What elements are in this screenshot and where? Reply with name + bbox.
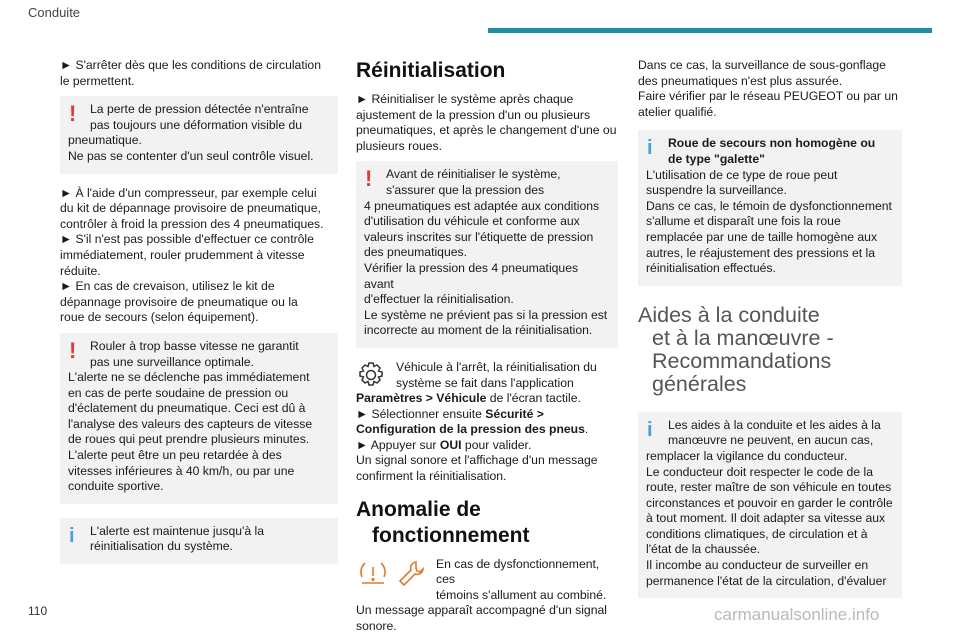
info-icon: i bbox=[69, 524, 75, 547]
paragraph-surveillance: Dans ce cas, la surveillance de sous-gonflage des pneumatiques n'est plus assurée. Faire vérifier par le réseau PEUGEOT ou par un atelier qualifié. bbox=[638, 58, 898, 119]
page-number: 110 bbox=[28, 604, 48, 618]
paragraph-compressor: ► À l'aide d'un compresseur, par exemple celui du kit de dépannage provisoire de pneumatique, contrôler à froid la pression des 4 pneumatiques. ► S'il n'est pas possible d'effectuer ce contrôle immédiatement, rouler prudemment à vitesse réduite. ► En cas de crevaison, utilisez le kit de dépannage provisoire de pneumatique ou la roue de secours (selon équipement). bbox=[60, 185, 324, 325]
warning-icon: ! bbox=[69, 337, 77, 363]
paragraph-malfunction: En cas de dysfonctionnement, ces témoins s'allument au combiné. Un message apparaît accompagné d'un signal sonore. bbox=[356, 556, 607, 634]
column-3 bbox=[638, 58, 902, 610]
column-1 bbox=[60, 58, 338, 576]
column-2 bbox=[356, 58, 618, 642]
heading-aides-conduite: Aides à la conduite et à la manœuvre - Recommandations générales bbox=[638, 302, 834, 396]
settings-gear-icon bbox=[356, 360, 386, 395]
header-accent-bar bbox=[488, 28, 932, 33]
info-icon: i bbox=[647, 137, 653, 160]
info-box-alert-maintained: i L'alerte est maintenue jusqu'à la réinitialisation du système. bbox=[60, 518, 338, 564]
warning-box-low-speed: ! Rouler à trop basse vitesse ne garantit pas une surveillance optimale. L'alerte ne se déclenche pas immédiatement en cas de perte soudaine de pression ou d'éclatement du pneumatique. Ceci est dû à l'analyse des valeurs des capteurs de vitesse de roues qui peut prendre plusieurs minutes. L'alerte peut être un peu retardée à des vitesses inférieures à 40 km/h, ou par une conduite sportive. bbox=[60, 333, 338, 504]
warning-box-pressure-loss: ! La perte de pression détectée n'entraîne pas toujours une déformation visible du pneumatique. Ne pas se contenter d'un seul contrôle visuel. bbox=[60, 96, 338, 173]
heading-anomalie: Anomalie de fonctionnement bbox=[356, 497, 530, 547]
info-box-spare-wheel: i Roue de secours non homogène ou de type "galette" L'utilisation de ce type de roue peut suspendre la surveillance. Dans ce cas, le témoin de dysfonctionnement s'allume et disparaît une fois la roue remplacée par une de taille homogène aux autres, le réajustement des pressions et la réinitialisation effectués. bbox=[638, 130, 902, 285]
watermark: carmanualsonline.info bbox=[714, 605, 880, 624]
info-box-driving-aids: i Les aides à la conduite et les aides à la manœuvre ne peuvent, en aucun cas, remplacer la vigilance du conducteur. Le conducteur doit respecter le code de la route, rester maître de son véhicule en toutes circonstances et pouvoir en garder le contrôle à tout moment. Il doit adapter sa vitesse aux conditions climatiques, de circulation et à l'état de la chaussée. Il incombe au conducteur de surveiller en permanence l'état de la circulation, d'évaluer bbox=[638, 412, 902, 599]
tyre-warning-icon bbox=[356, 557, 390, 596]
warning-icon: ! bbox=[365, 166, 373, 192]
header-title: Conduite bbox=[28, 5, 81, 20]
wrench-service-icon bbox=[394, 557, 428, 596]
info-icon: i bbox=[647, 418, 653, 441]
warning-box-before-reinit: ! Avant de réinitialiser le système, s'assurer que la pression des 4 pneumatiques est adaptée aux conditions d'utilisation du véhicule et conforme aux valeurs inscrites sur l'étiquette de pression des pneumatiques. Vérifier la pression des 4 pneumatiques avant d'effectuer la réinitialisation. Le système ne prévient pas si la pression est incorrecte au moment de la réinitialisation. bbox=[356, 161, 618, 348]
paragraph-reinit: ► Réinitialiser le système après chaque ajustement de la pression d'un ou plusieurs pneumatiques, et après le changement d'une ou plusieurs roues. bbox=[356, 92, 617, 153]
warning-icon: ! bbox=[69, 101, 77, 127]
paragraph-reinit-procedure: Véhicule à l'arrêt, la réinitialisation du système se fait dans l'application Paramètres > Véhicule de l'écran tactile. ► Sélectionner ensuite Sécurité > Configuration de la pression des pneus. ► Appuyer sur OUI pour valider. Un signal sonore et l'affichage d'un message confirment la réinitialisation. bbox=[356, 359, 598, 484]
heading-reinitialisation: Réinitialisation bbox=[356, 59, 506, 82]
paragraph-stop: ► S'arrêter dès que les conditions de circulation le permettent. bbox=[60, 58, 321, 88]
